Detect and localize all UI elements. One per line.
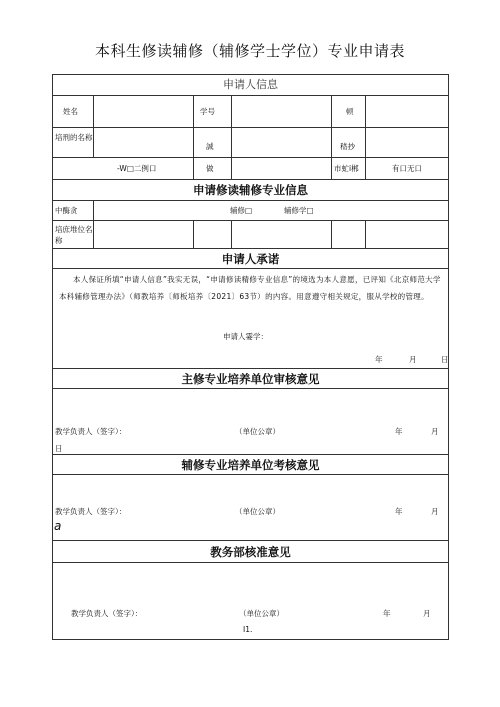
major-review-signer: 教学负责人（签字）： (55, 427, 127, 436)
row-minor-unit (53, 220, 448, 248)
class-label-cell (193, 128, 231, 157)
row-unit (53, 127, 448, 157)
row-grade (53, 157, 448, 179)
gender-label-cell (331, 96, 365, 127)
academic-affairs-month: 月 (423, 609, 431, 618)
minor-unit-field-5[interactable] (365, 221, 448, 248)
gender-field[interactable] (365, 96, 448, 127)
student-id-field[interactable] (231, 96, 331, 127)
phone-field[interactable] (365, 128, 448, 157)
status-field[interactable] (231, 158, 331, 179)
minor-unit-field-3[interactable] (231, 221, 331, 248)
academic-affairs-body[interactable] (53, 562, 448, 640)
section-commitment-title: 申请人承诺 (221, 252, 280, 266)
grade-options: -W□二例口 (117, 164, 157, 173)
minor-review-mark: a (54, 519, 62, 533)
name-field[interactable] (93, 96, 193, 127)
status-label-cell (193, 158, 231, 179)
section-major-review (53, 368, 448, 388)
phone-label-cell (331, 128, 365, 157)
commitment-year: 年 (375, 355, 383, 364)
commitment-month: 月 (409, 355, 417, 364)
section-commitment (53, 248, 448, 268)
unit-field[interactable] (93, 128, 193, 157)
section-minor-review (53, 454, 448, 474)
major-review-body[interactable] (53, 388, 448, 454)
section-minor-info (53, 179, 448, 200)
minor-review-signer: 教学负责人（签字）： (55, 507, 127, 516)
student-id-label-cell (193, 96, 231, 127)
gender-label: 顿 (346, 107, 354, 116)
grade-field[interactable] (93, 158, 193, 179)
unit-label: 培刑的名称 (55, 133, 93, 142)
section-applicant-info (53, 75, 448, 95)
minor-unit-field-2[interactable] (193, 221, 231, 248)
academic-affairs-mark: I1. (243, 625, 253, 634)
commitment-paragraph: 本人保证所填“申请人信息”我实无误，“申请修读精修专业信息”的境选为本人意愿，已评知《北京师范大学本科辅修管理办法》（师教培养〔师板培养〔2021〕63节）的内容。用意遵守相关规定，服从学校的管理。 (59, 275, 441, 301)
major-review-month: 月 (431, 427, 439, 436)
academic-affairs-seal: （单位公章） (239, 609, 284, 618)
student-id-label: 学号 (200, 107, 215, 116)
section-academic-affairs (53, 540, 448, 562)
major-review-day: 日 (55, 444, 63, 453)
minor-review-month: 月 (431, 507, 439, 516)
minor-unit-label: 培庶堆位名称 (55, 225, 93, 245)
minor-review-body[interactable] (53, 474, 448, 540)
major-review-year: 年 (395, 427, 403, 436)
section-applicant-info-title: 申请人信息 (223, 78, 278, 91)
minor-major-label: 中酶贪 (55, 206, 78, 215)
form-title: 本科生修读辅修（辅修学士学位）专业申请表 (94, 42, 405, 60)
option-minor[interactable]: 辅修□ (230, 206, 253, 215)
status-label: 做 (206, 164, 214, 173)
yes-no-options: 有口无口 (392, 164, 422, 173)
name-label: 姓名 (63, 107, 78, 116)
yes-no-field[interactable] (365, 158, 448, 179)
row-name (53, 95, 448, 127)
major-review-seal: （单位公章） (235, 427, 280, 436)
phone-label: 嵇抄 (340, 142, 355, 151)
academic-affairs-year: 年 (383, 609, 391, 618)
section-academic-affairs-title: 教务部核准意见 (210, 545, 291, 559)
commitment-day: 日 (441, 355, 449, 364)
option-minor-degree[interactable]: 辅修学□ (284, 206, 314, 215)
exemption-label: 市虻i郴 (334, 164, 359, 173)
class-field[interactable] (231, 128, 331, 157)
minor-unit-field-4[interactable] (331, 221, 365, 248)
section-minor-info-title: 申请修读辅修专业信息 (193, 183, 308, 197)
row-minor-major (53, 200, 448, 220)
minor-review-year: 年 (395, 507, 403, 516)
class-label: 誠 (206, 142, 214, 151)
section-minor-review-title: 辅修专业培养单位考核意见 (181, 458, 320, 472)
minor-major-field[interactable] (93, 201, 448, 220)
section-major-review-title: 主修专业培养单位审核意见 (181, 372, 320, 386)
application-form (52, 74, 449, 640)
minor-review-seal: （单位公章） (235, 507, 280, 516)
applicant-signature-label: 申请人霎学： (223, 332, 268, 341)
exemption-label-cell (331, 158, 365, 179)
minor-unit-field-1[interactable] (93, 221, 193, 248)
academic-affairs-signer: 教学负责人（签字）： (71, 609, 143, 618)
commitment-body (53, 268, 448, 368)
